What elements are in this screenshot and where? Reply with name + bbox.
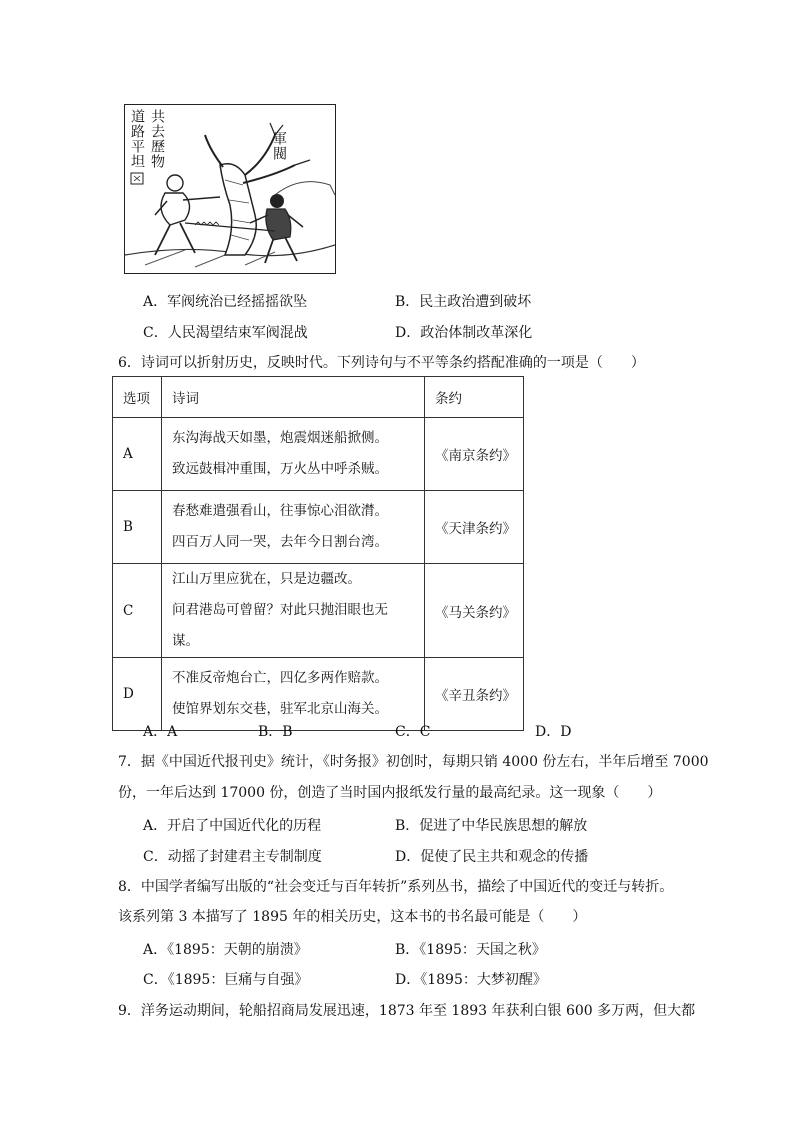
poem-line: 四百万人同一哭，去年今日割台湾。 [172,534,388,550]
poem-line: 使馆界划东交巷，驻军北京山海关。 [172,701,388,717]
table-row [113,658,524,731]
poem-line: 致远鼓楫冲重围，万火丛中呼杀贼。 [172,461,388,477]
row-poem [162,658,425,731]
q7-option-b: B．促进了中华民族思想的解放 [395,818,588,834]
row-treaty: 《南京条约》 [425,418,524,491]
table-row [113,564,524,658]
row-poem [162,418,425,491]
row-option: B [113,491,162,564]
poem-line: 问君港岛可曾留？对此只抛泪眼也无谋。 [172,602,388,649]
row-option: D [113,658,162,731]
q6-option-b: B．B [258,724,293,740]
q7-option-d: D．促使了民主共和观念的传播 [395,849,589,865]
cartoon-caption-warlord: 軍閥 [271,131,287,161]
table-header-row [113,377,524,418]
q8-stem-line2: 该系列第 3 本描写了 1895 年的相关历史，这本书的书名最可能是（ ） [118,909,587,925]
q6-stem: 6．诗词可以折射历史，反映时代。下列诗句与不平等条约搭配准确的一项是（ ） [118,355,645,371]
header-option: 选项 [113,377,162,418]
q5-option-c: C．人民渴望结束军阀混战 [143,325,308,341]
q9-stem-line1: 9．洋务运动期间，轮船招商局发展迅速，1873 年至 1893 年获利白银 600 多万两，但大都 [118,1003,696,1019]
cartoon-illustration [124,104,336,274]
table-row [113,491,524,564]
poem-line: 春愁难遣强看山，往事惊心泪欲潸。 [172,503,388,519]
q6-option-a: A．A [143,724,178,740]
row-poem [162,491,425,564]
header-poem: 诗词 [162,377,425,418]
q8-option-a: A．《1895：天朝的崩溃》 [143,942,308,958]
table-row [113,418,524,491]
row-treaty: 《天津条约》 [425,491,524,564]
q7-option-a: A．开启了中国近代化的历程 [143,818,322,834]
q5-option-b: B．民主政治遭到破坏 [395,294,532,310]
q5-option-a: A．军阀统治已经摇摇欲坠 [143,294,308,310]
q8-option-c: C．《1895：巨痛与自强》 [143,972,309,988]
row-option: C [113,564,162,658]
poem-line: 东沟海战天如墨，炮震烟迷船掀侧。 [172,430,388,446]
q6-table [112,376,524,731]
q7-stem-line2: 份，一年后达到 17000 份，创造了当时国内报纸发行量的最高纪录。这一现象（ ） [118,785,662,801]
q5-option-d: D．政治体制改革深化 [395,325,533,341]
q6-option-d: D．D [535,724,572,740]
row-option: A [113,418,162,491]
cartoon-caption-col2: 道路平坦 [129,109,145,169]
poem-line: 不准反帝炮台亡，四亿多两作赔款。 [172,670,388,686]
q8-option-d: D．《1895：大梦初醒》 [395,972,547,988]
q8-stem-line1: 8．中国学者编写出版的“社会变迁与百年转折”系列丛书，描绘了中国近代的变迁与转折。 [118,879,674,895]
row-treaty: 《马关条约》 [425,564,524,658]
header-treaty: 条约 [425,377,524,418]
cartoon-caption-col1: 共去歷物 [149,109,165,169]
row-poem [162,564,425,658]
q6-option-c: C．C [395,724,431,740]
poem-line: 江山万里应犹在，只是边疆改。 [172,571,361,587]
q7-option-c: C．动摇了封建君主专制制度 [143,849,322,865]
row-treaty: 《辛丑条约》 [425,658,524,731]
q7-stem-line1: 7．据《中国近代报刊史》统计，《时务报》初创时，每期只销 4000 份左右，半年后增至 7000 [118,754,709,770]
q8-option-b: B．《1895：天国之秋》 [395,942,546,958]
